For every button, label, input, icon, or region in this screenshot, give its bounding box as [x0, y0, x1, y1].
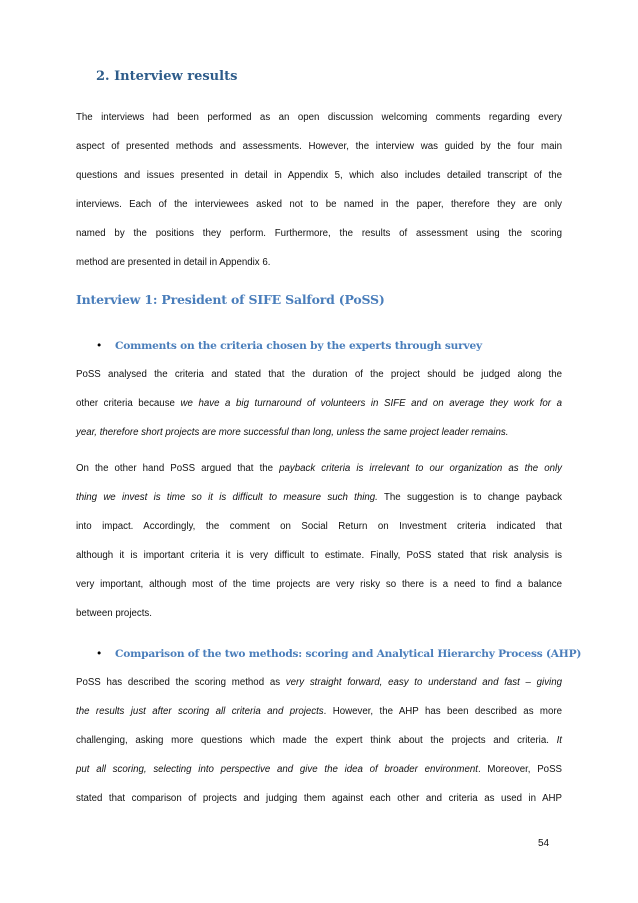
p3-line-5: stated that comparison of projects and judging them against each other and criteria as used in AHP — [76, 793, 562, 804]
bullet-text: Comments on the criteria chosen by the experts through survey — [115, 340, 482, 352]
p1-line-2: other criteria because we have a big turnaround of volunteers in SIFE and on average they work for a — [76, 398, 562, 409]
page-number: 54 — [538, 838, 550, 849]
p2-line-1: On the other hand PoSS argued that the payback criteria is irrelevant to our organization as the only — [76, 463, 562, 474]
intro-line-6: method are presented in detail in Appendix 6. — [76, 257, 271, 268]
intro-line-2: aspect of presented methods and assessments. However, the interview was guided by the four main — [76, 141, 562, 152]
intro-line-3: questions and issues presented in detail in Appendix 5, which also includes detailed transcript of the — [76, 170, 562, 181]
intro-line-4: interviews. Each of the interviewees asked not to be named in the paper, therefore they are only — [76, 199, 562, 210]
p2-line-6: between projects. — [76, 608, 152, 619]
p1-line-3: year, therefore short projects are more successful than long, unless the same project leader remains. — [76, 427, 509, 438]
bullet-icon: • — [96, 648, 103, 660]
bullet-text: Comparison of the two methods: scoring and Analytical Hierarchy Process (AHP) — [115, 648, 582, 660]
p2-line-4: although it is important criteria it is very difficult to estimate. Finally, PoSS stated that risk analysis is — [76, 550, 562, 561]
section-heading: 2. Interview results — [96, 69, 238, 84]
interview-heading: Interview 1: President of SIFE Salford (PoSS) — [76, 292, 385, 307]
p3-line-1: PoSS has described the scoring method as very straight forward, easy to understand and fast – giving — [76, 677, 562, 688]
intro-line-1: The interviews had been performed as an open discussion welcoming comments regarding every — [76, 112, 562, 123]
p3-line-3: challenging, asking more questions which made the expert think about the projects and criteria. It — [76, 735, 562, 746]
p2-line-5: very important, although most of the time projects are very risky so there is a need to find a balance — [76, 579, 562, 590]
bullet-icon: • — [96, 340, 103, 352]
p2-line-2: thing we invest is time so it is difficult to measure such thing. The suggestion is to change payback — [76, 492, 563, 503]
p3-line-4: put all scoring, selecting into perspective and give the idea of broader environment. Moreover, PoSS — [76, 764, 562, 775]
p2-line-3: into impact. Accordingly, the comment on Social Return on Investment criteria indicated that — [76, 521, 562, 532]
p1-line-1: PoSS analysed the criteria and stated that the duration of the project should be judged along the — [76, 369, 562, 380]
intro-line-5: named by the positions they perform. Furthermore, the results of assessment using the scoring — [76, 228, 562, 239]
p3-line-2: the results just after scoring all criteria and projects. However, the AHP has been described as more — [76, 706, 562, 717]
